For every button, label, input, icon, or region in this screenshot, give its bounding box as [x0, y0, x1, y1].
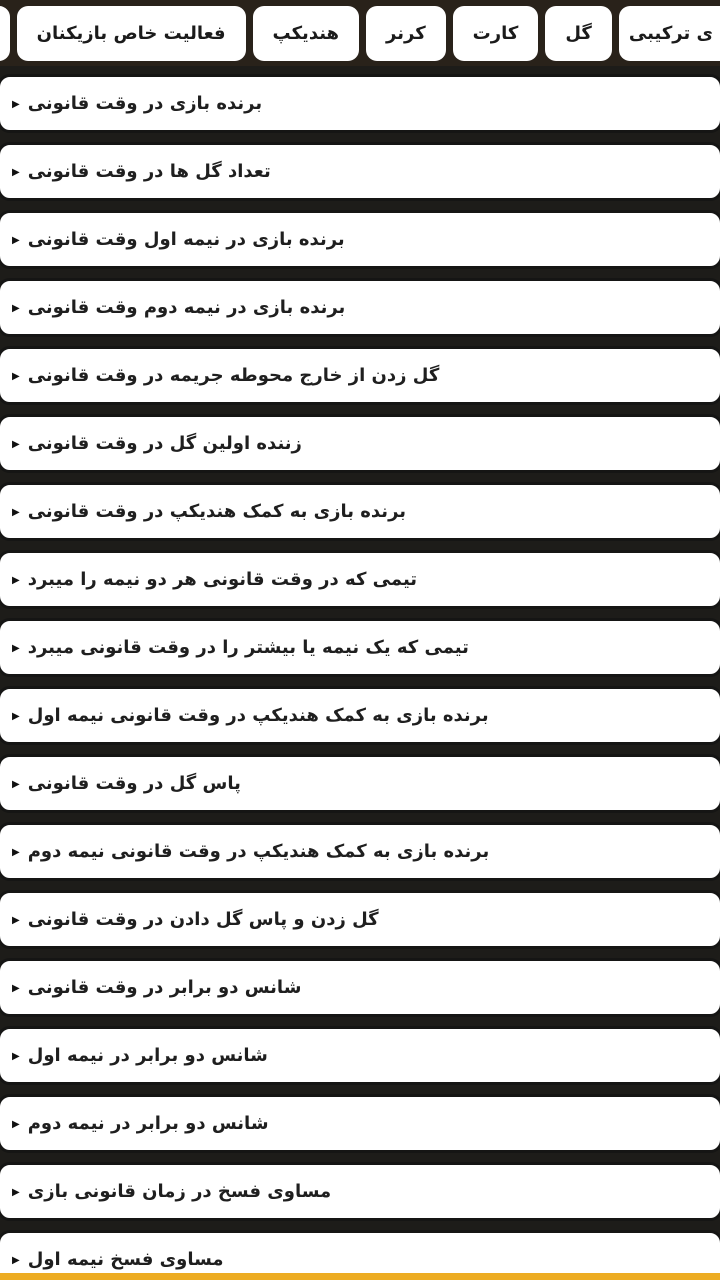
market-accordion-row[interactable] — [0, 482, 720, 541]
market-accordion-row[interactable] — [0, 1026, 720, 1085]
expand-arrow-icon: ▶ — [12, 1254, 20, 1266]
market-accordion-row[interactable] — [0, 1162, 720, 1221]
expand-arrow-icon: ▶ — [12, 166, 20, 178]
market-row-label: زننده اولین گل در وقت قانونی — [27, 433, 302, 454]
expand-arrow-icon: ▶ — [12, 506, 20, 518]
market-category-tab[interactable] — [0, 6, 10, 61]
market-category-tab[interactable]: ی ترکیبی — [619, 6, 720, 61]
market-row-label: گل زدن از خارج محوطه جریمه در وقت قانونی — [27, 365, 440, 386]
market-row-label: تیمی که یک نیمه یا بیشتر را در وقت قانونی میبرد — [27, 637, 469, 658]
tab-strip — [0, 6, 720, 61]
market-row-label: شانس دو برابر در نیمه دوم — [27, 1113, 269, 1134]
market-row-label: تیمی که در وقت قانونی هر دو نیمه را میبرد — [27, 569, 418, 590]
market-accordion-row[interactable] — [0, 1094, 720, 1153]
market-row-label: گل زدن و پاس گل دادن در وقت قانونی — [27, 909, 379, 930]
market-accordion-row[interactable] — [0, 278, 720, 337]
market-row-label: برنده بازی به کمک هندیکپ در وقت قانونی — [27, 501, 407, 522]
market-row-label: پاس گل در وقت قانونی — [27, 773, 241, 794]
market-accordion-list — [0, 66, 720, 1280]
market-accordion-row[interactable] — [0, 822, 720, 881]
market-accordion-row[interactable] — [0, 618, 720, 677]
expand-arrow-icon: ▶ — [12, 302, 20, 314]
market-row-label: برنده بازی در نیمه اول وقت قانونی — [27, 229, 345, 250]
market-row-label: مساوی فسخ نیمه اول — [27, 1249, 224, 1270]
expand-arrow-icon: ▶ — [12, 914, 20, 926]
market-accordion-row[interactable] — [0, 550, 720, 609]
market-accordion-row[interactable] — [0, 890, 720, 949]
expand-arrow-icon: ▶ — [12, 1118, 20, 1130]
expand-arrow-icon: ▶ — [12, 982, 20, 994]
expand-arrow-icon: ▶ — [12, 438, 20, 450]
market-row-label: شانس دو برابر در وقت قانونی — [27, 977, 302, 998]
market-accordion-row[interactable] — [0, 142, 720, 201]
market-category-tab[interactable]: هندیکپ — [253, 6, 360, 61]
expand-arrow-icon: ▶ — [12, 98, 20, 110]
market-accordion-row[interactable] — [0, 754, 720, 813]
market-row-label: برنده بازی در نیمه دوم وقت قانونی — [27, 297, 346, 318]
market-accordion-row[interactable] — [0, 346, 720, 405]
expand-arrow-icon: ▶ — [12, 710, 20, 722]
market-accordion-row[interactable] — [0, 414, 720, 473]
market-category-tab[interactable]: گل — [545, 6, 612, 61]
expand-arrow-icon: ▶ — [12, 234, 20, 246]
market-category-tab[interactable]: کرنر — [366, 6, 446, 61]
expand-arrow-icon: ▶ — [12, 846, 20, 858]
market-category-tabbar — [0, 0, 720, 66]
market-accordion-row[interactable] — [0, 74, 720, 133]
market-category-tab[interactable]: فعالیت خاص بازیکنان — [17, 6, 246, 61]
expand-arrow-icon: ▶ — [12, 1050, 20, 1062]
market-row-label: برنده بازی در وقت قانونی — [27, 93, 263, 114]
market-row-label: برنده بازی به کمک هندیکپ در وقت قانونی نیمه اول — [27, 705, 489, 726]
expand-arrow-icon: ▶ — [12, 642, 20, 654]
market-row-label: برنده بازی به کمک هندیکپ در وقت قانونی نیمه دوم — [27, 841, 490, 862]
expand-arrow-icon: ▶ — [12, 574, 20, 586]
expand-arrow-icon: ▶ — [12, 1186, 20, 1198]
market-row-label: مساوی فسخ در زمان قانونی بازی — [27, 1181, 332, 1202]
market-accordion-row[interactable] — [0, 686, 720, 745]
expand-arrow-icon: ▶ — [12, 370, 20, 382]
market-row-label: تعداد گل ها در وقت قانونی — [27, 161, 271, 182]
expand-arrow-icon: ▶ — [12, 778, 20, 790]
market-row-label: شانس دو برابر در نیمه اول — [27, 1045, 268, 1066]
market-accordion-row[interactable] — [0, 210, 720, 269]
market-category-tab[interactable]: کارت — [453, 6, 539, 61]
bottom-accent-bar — [0, 1273, 720, 1280]
market-accordion-row[interactable] — [0, 958, 720, 1017]
